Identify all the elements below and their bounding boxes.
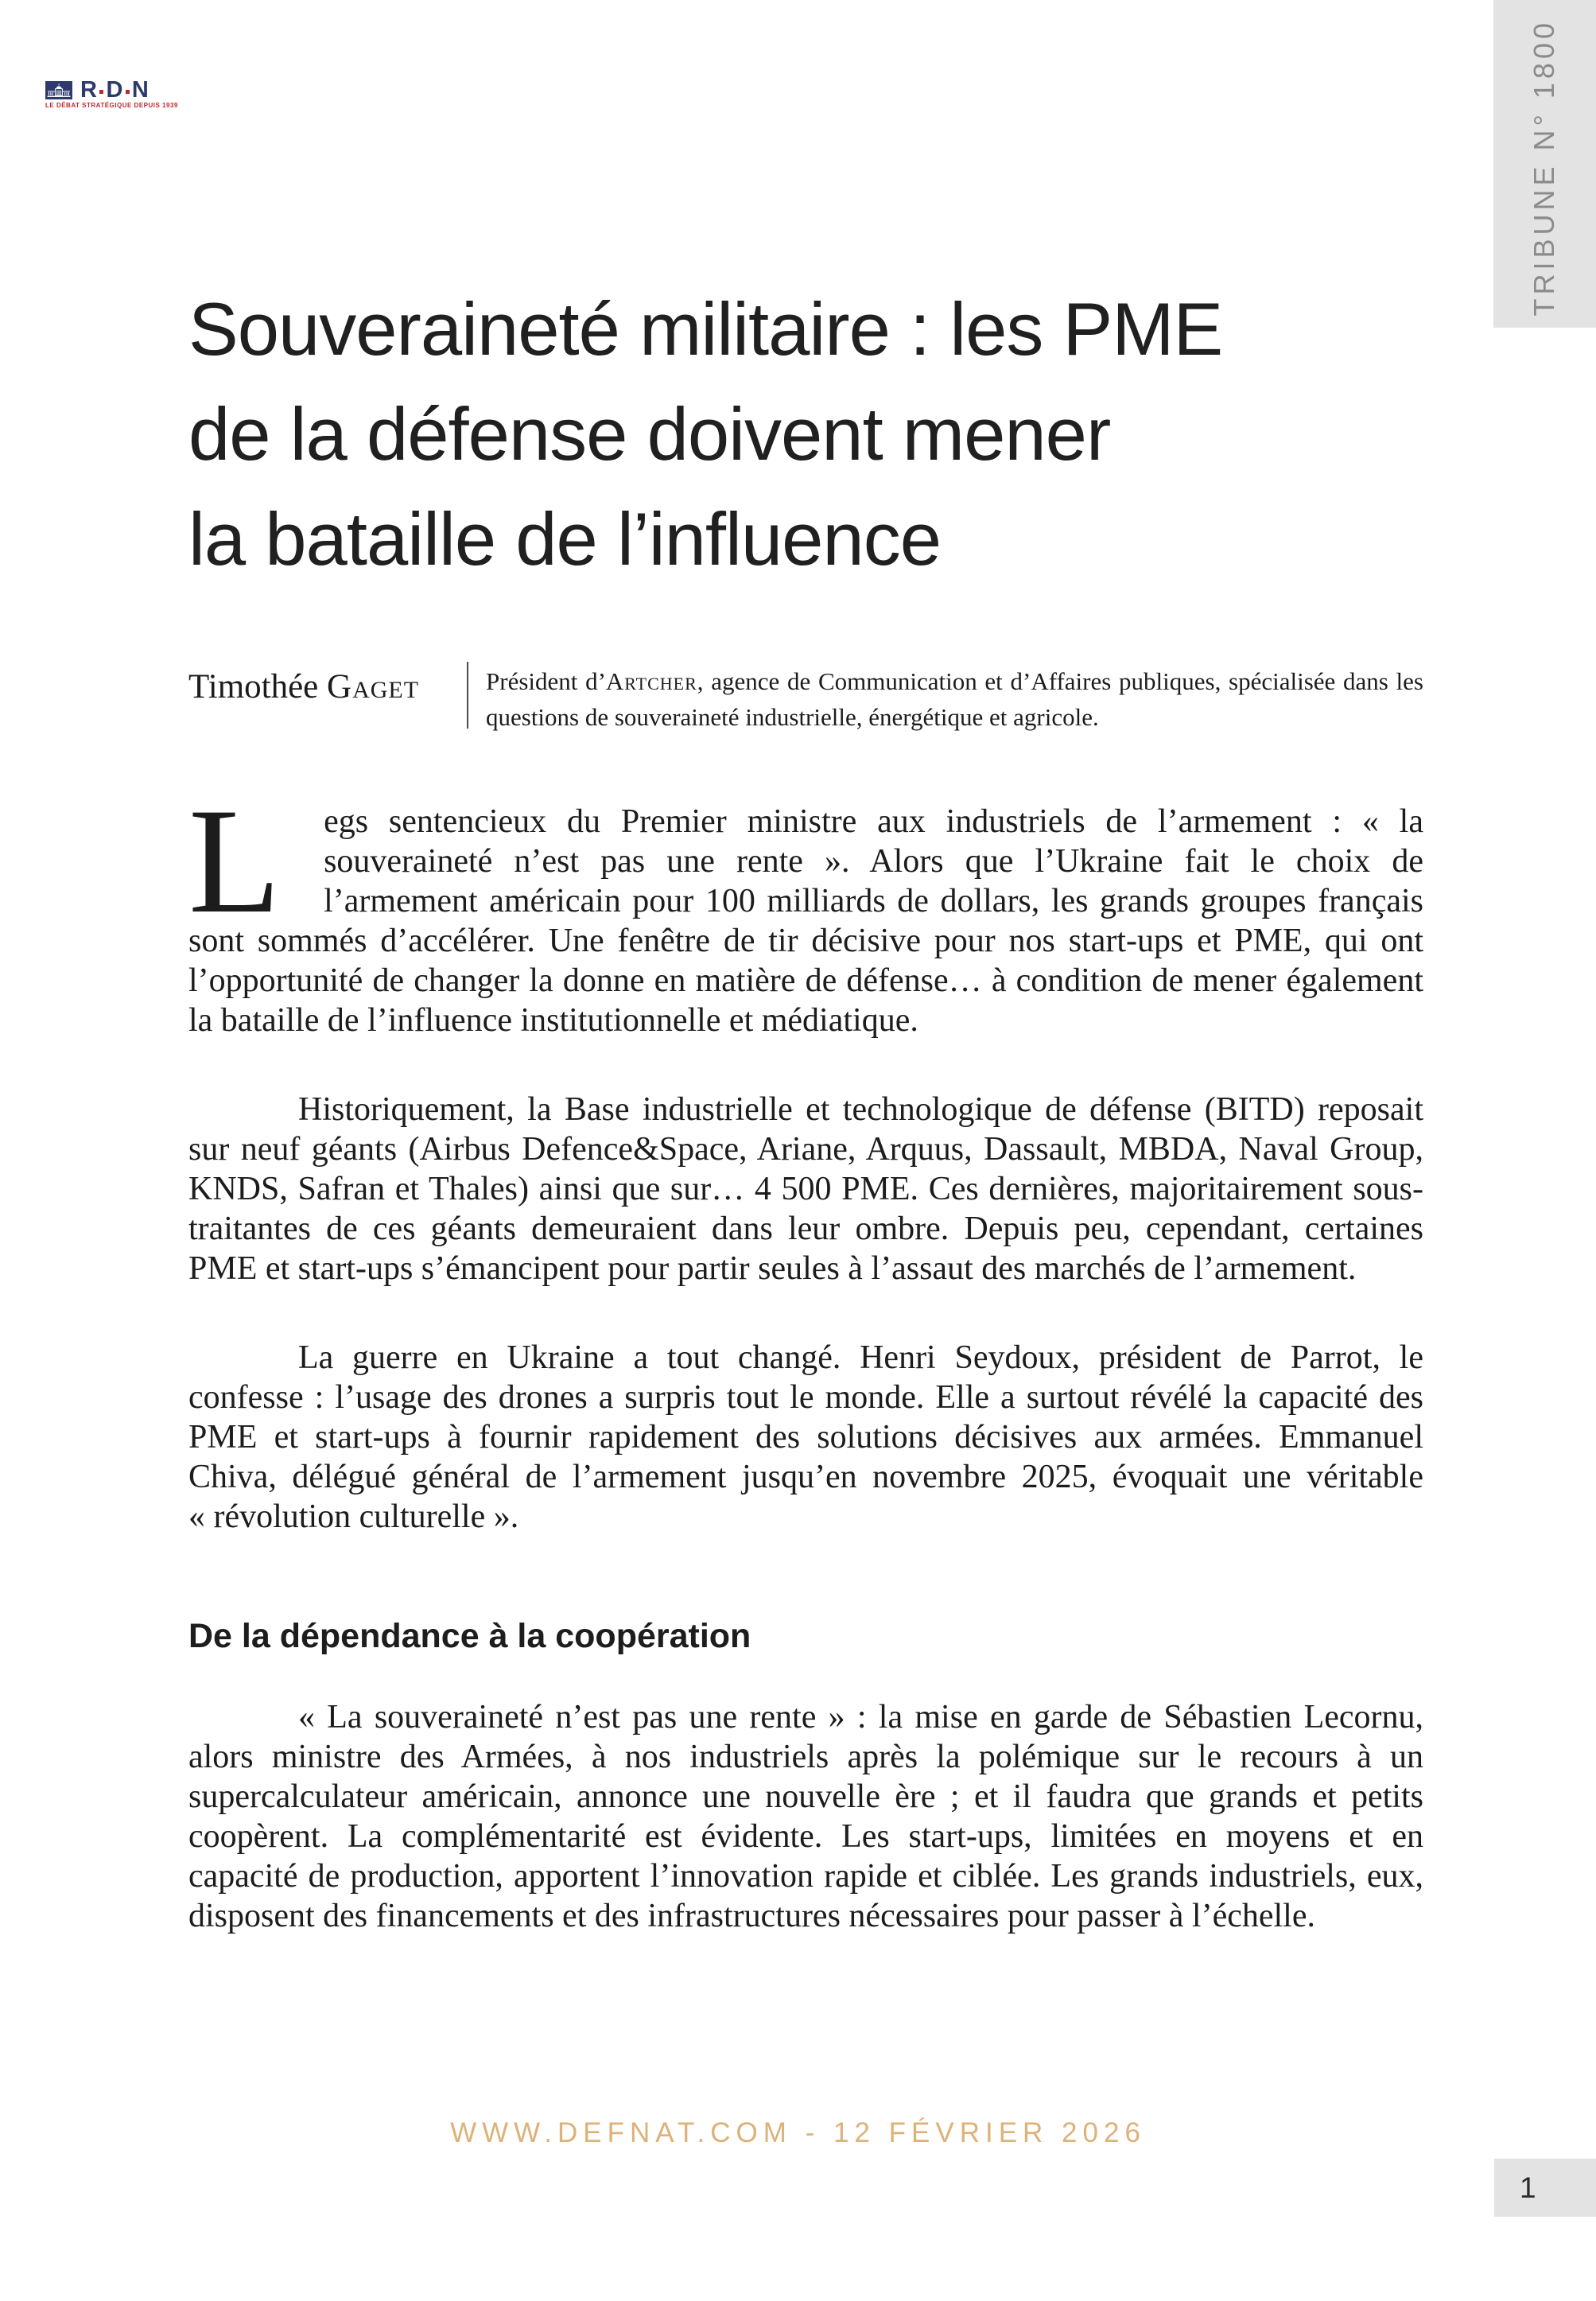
paragraph-lead-text: egs sentencieux du Premier ministre aux industriels de l’armement : « la souveraineté n’est pas une rente ». Alors que l’Ukraine fait le choix de l’armement américain pour 100 milliards de dollars, les grands groupes français sont sommés d’accélérer. Une fenêtre de tir décisive pour nos start-ups et PME, qui ont l’opportunité de changer la donne en matière de défense… à condition de mener également la bataille de l’influence institutionnelle et médiatique. bbox=[188, 803, 1423, 1039]
article-body bbox=[188, 778, 1423, 1985]
page-number-box bbox=[1494, 2159, 1596, 2217]
tribune-band bbox=[1493, 0, 1596, 328]
author-bio-post: , agence de Communication et d’Affaires publiques, spécialisée dans les questions de souveraineté industrielle, énergétique et agricole. bbox=[486, 667, 1423, 731]
drop-cap: L bbox=[188, 778, 282, 945]
rdn-red-dot bbox=[126, 90, 130, 94]
author-block bbox=[188, 660, 1423, 735]
rdn-red-dot bbox=[99, 90, 103, 94]
rdn-logo bbox=[45, 77, 178, 109]
rdn-letter-r: R bbox=[80, 77, 98, 103]
rdn-logo-row bbox=[45, 77, 178, 103]
author-last-name: Gaget bbox=[327, 668, 420, 705]
paragraph: La guerre en Ukraine a tout changé. Henri Seydoux, président de Parrot, le confesse : l’usage des drones a surpris tout le monde. Elle a surtout révélé la capacité des PME et start-ups à fournir rapidement des solutions décisives aux armées. Emmanuel Chiva, délégué général de l’armement jusqu’en novembre 2025, évoquait une véritable « révolution culturelle ». bbox=[188, 1339, 1423, 1535]
title-line-1: Souveraineté militaire : les PME bbox=[188, 287, 1223, 371]
author-first-name: Timothée bbox=[188, 668, 319, 705]
rdn-wordmark bbox=[80, 77, 150, 103]
title-line-2: de la défense doivent mener bbox=[188, 392, 1111, 476]
author-bio bbox=[486, 660, 1423, 735]
paragraph-lead bbox=[188, 778, 1423, 1040]
tribune-number-label: TRIBUNE N° 1800 bbox=[1528, 19, 1560, 317]
author-divider bbox=[467, 662, 468, 729]
rdn-letter-n: N bbox=[131, 77, 150, 103]
paragraph: Historiquement, la Base industrielle et technologique de défense (BITD) reposait sur neuf géants (Airbus Defence&Space, Ariane, Arquus, Dassault, MBDA, Naval Group, KNDS, Safran et Thales) ainsi que sur… 4 500 PME. Ces dernières, majoritairement sous-traitantes de ces géants demeuraient dans leur ombre. Depuis peu, cependant, certaines PME et start-ups s’émancipent pour partir seules à l’assaut des marchés de l’armement. bbox=[188, 1091, 1423, 1287]
rdn-building-icon bbox=[45, 81, 72, 99]
footer-url-date: WWW.DEFNAT.COM - 12 FÉVRIER 2026 bbox=[450, 2117, 1146, 2148]
author-bio-pre: Président d’ bbox=[486, 667, 606, 695]
page-number: 1 bbox=[1520, 2171, 1536, 2204]
author-name bbox=[188, 660, 451, 706]
rdn-tagline: LE DÉBAT STRATÉGIQUE DEPUIS 1939 bbox=[45, 102, 178, 109]
rdn-letter-d: D bbox=[106, 77, 123, 103]
article-title bbox=[188, 277, 1222, 592]
section-heading: De la dépendance à la coopération bbox=[188, 1617, 751, 1655]
paragraph: « La souveraineté n’est pas une rente » : la mise en garde de Sébastien Lecornu, alors ministre des Armées, à nos industriels après la polémique sur le recours à un supercalculateur américain, annonce une nouvelle ère ; et il faudra que grands et petits coopèrent. La complémentarité est évidente. Les start-ups, limitées en moyens et en capacité de production, apportent l’innovation rapide et ciblée. Les grands industriels, eux, disposent des financements et des infrastructures nécessaires pour passer à l’échelle. bbox=[188, 1699, 1423, 1934]
title-line-3: la bataille de l’influence bbox=[188, 497, 941, 581]
author-bio-org: Artcher bbox=[605, 667, 697, 695]
